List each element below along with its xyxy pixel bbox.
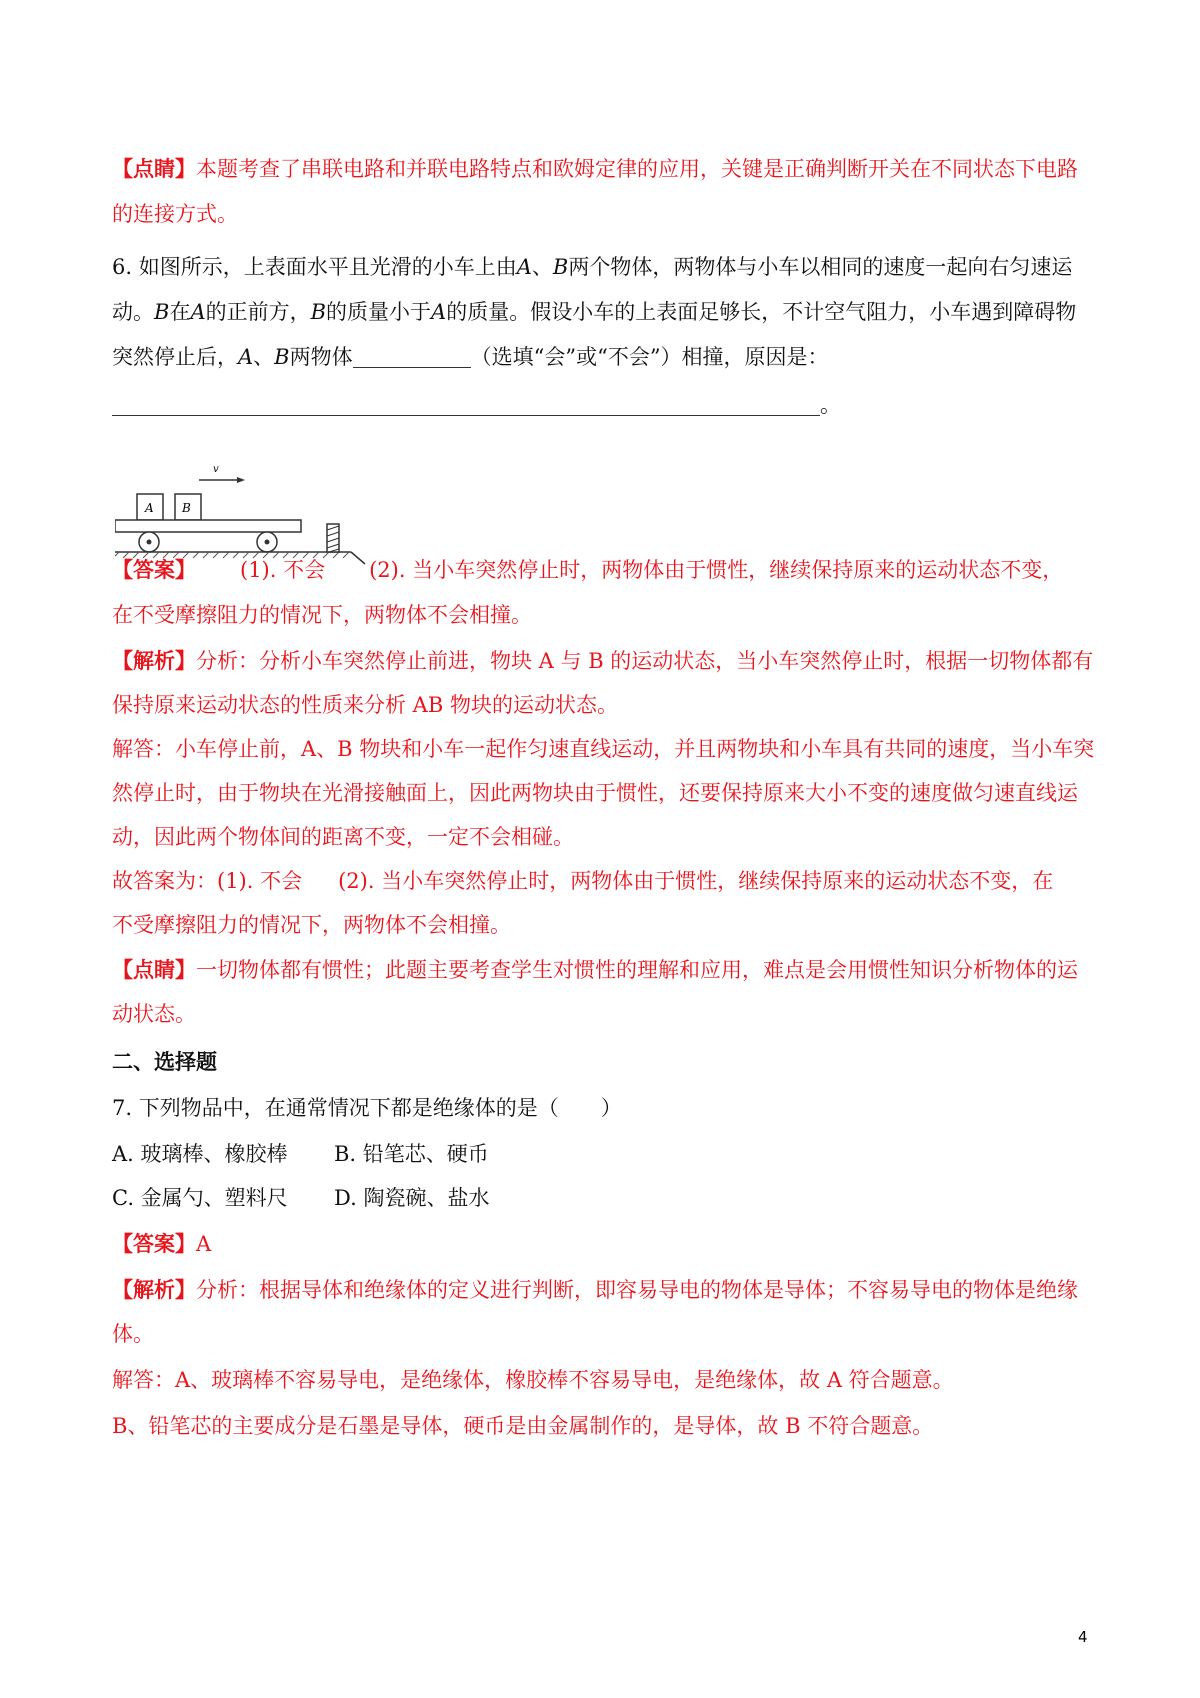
cart-body — [115, 520, 301, 532]
answer-part-1: (1). 不会 — [240, 558, 326, 582]
analysis-6-line-1 — [112, 646, 1093, 676]
analysis-tag: 【解析】 — [112, 648, 196, 673]
analysis-text: B、铅笔芯的主要成分是石墨是导体，硬币是由金属制作的，是导体，故 B 不符合题意。 — [112, 1414, 934, 1438]
var-b: B — [274, 345, 290, 369]
analysis-text: 保持原来运动状态的性质来分析 AB 物块的运动状态。 — [112, 693, 618, 717]
question-text: 、 — [253, 345, 275, 369]
tips-6-line-2 — [112, 999, 196, 1029]
question-text: 、 — [531, 255, 553, 279]
analysis-6-line-6 — [112, 866, 1053, 896]
arrow-head-icon — [237, 477, 245, 483]
tips-6-line-1 — [112, 955, 1078, 985]
block-b-label: B — [182, 501, 191, 515]
reason-blank[interactable] — [112, 393, 820, 416]
question-7-options-row-1 — [112, 1139, 489, 1169]
question-6-line-3 — [112, 342, 829, 372]
var-b: B — [310, 300, 327, 324]
analysis-7-line-2 — [112, 1319, 154, 1349]
page-number: 4 — [1078, 1628, 1088, 1646]
tips-text: 动状态。 — [112, 1002, 196, 1026]
block-a-label: A — [145, 501, 154, 515]
tips-text: 的连接方式。 — [112, 202, 238, 226]
var-a: A — [516, 255, 532, 279]
analysis-text: 解答：小车停止前，A、B 物块和小车一起作匀速直线运动，并且两物块和小车具有共同的速度，当小车突 — [112, 737, 1095, 761]
question-6-line-2 — [112, 297, 1076, 327]
answer-7 — [112, 1229, 211, 1259]
tips-paragraph — [112, 154, 1078, 184]
analysis-tag: 【解析】 — [112, 1277, 196, 1302]
analysis-text: 故答案为：(1). 不会 — [112, 869, 303, 893]
tips-text: 一切物体都有惯性；此题主要考查学生对惯性的理解和应用，难点是会用惯性知识分析物体的运 — [196, 958, 1078, 982]
question-text: 在 — [169, 300, 191, 324]
answer-tag: 【答案】 — [112, 1231, 196, 1256]
answer-text: 在不受摩擦阻力的情况下，两物体不会相撞。 — [112, 603, 532, 627]
question-7-options-row-2 — [112, 1183, 489, 1213]
question-text: 两物体 — [289, 345, 353, 369]
question-text: 两个物体，两物体与小车以相同的速度一起向右匀速运 — [568, 255, 1073, 279]
wheel-hub-icon — [147, 540, 152, 545]
analysis-text: 分析：分析小车突然停止前进，物块 A 与 B 的运动状态，当小车突然停止时，根据一切物体都有 — [196, 649, 1094, 673]
analysis-text: 不受摩擦阻力的情况下，两物体不会相撞。 — [112, 913, 511, 937]
answer-value: A — [196, 1232, 212, 1256]
wheel-hub-icon — [265, 540, 270, 545]
question-text: 突然停止后， — [112, 345, 238, 369]
option-d[interactable]: D. 陶瓷碗、盐水 — [334, 1186, 490, 1210]
question-text: 6. 如图所示，上表面水平且光滑的小车上由 — [112, 255, 517, 279]
tips-tag: 【点睛】 — [112, 957, 196, 982]
question-text: 。 — [820, 393, 841, 417]
answer-blank[interactable] — [353, 345, 471, 368]
analysis-7-line-4 — [112, 1411, 933, 1441]
question-7-stem — [112, 1093, 622, 1123]
tips-text: 本题考查了串联电路和并联电路特点和欧姆定律的应用，关键是正确判断开关在不同状态下电路 — [196, 157, 1078, 181]
section-title: 二、选择题 — [112, 1049, 217, 1074]
question-text: （选填“会”或“不会”）相撞，原因是： — [470, 345, 829, 369]
var-b: B — [154, 300, 170, 324]
tips-tag: 【点睛】 — [112, 156, 196, 181]
analysis-text: 然停止时，由于物块在光滑接触面上，因此两物块由于惯性，还要保持原来大小不变的速度做匀速直线运 — [112, 781, 1078, 805]
analysis-text: (2). 当小车突然停止时，两物体由于惯性，继续保持原来的运动状态不变，在 — [338, 869, 1054, 893]
analysis-7-line-3 — [112, 1365, 954, 1395]
option-c[interactable]: C. 金属勺、塑料尺 — [112, 1186, 288, 1210]
answer-tag: 【答案】 — [112, 557, 196, 582]
question-text: 动。 — [112, 300, 154, 324]
analysis-6-line-2 — [112, 690, 618, 720]
option-b[interactable]: B. 铅笔芯、硬币 — [334, 1142, 489, 1166]
analysis-text: 体。 — [112, 1322, 154, 1346]
question-text: 的正前方， — [205, 300, 311, 324]
var-a: A — [431, 300, 447, 324]
analysis-6-line-5 — [112, 822, 574, 852]
var-a: A — [238, 345, 254, 369]
analysis-text: 分析：根据导体和绝缘体的定义进行判断，即容易导电的物体是导体；不容易导电的物体是绝缘 — [196, 1278, 1078, 1302]
question-text: 的质量小于 — [326, 300, 432, 324]
analysis-6-line-4 — [112, 778, 1078, 808]
answer-part-2: (2). 当小车突然停止时，两物体由于惯性，继续保持原来的运动状态不变， — [369, 558, 1064, 582]
answer-6 — [112, 555, 1063, 585]
question-text: 7. 下列物品中，在通常情况下都是绝缘体的是（ ） — [112, 1096, 622, 1120]
analysis-text: 动，因此两个物体间的距离不变，一定不会相碰。 — [112, 825, 574, 849]
analysis-6-line-7 — [112, 910, 511, 940]
answer-6-cont — [112, 600, 532, 630]
question-6-line-4 — [112, 390, 841, 420]
section-heading — [112, 1047, 217, 1077]
analysis-text: 解答：A、玻璃棒不容易导电，是绝缘体，橡胶棒不容易导电，是绝缘体，故 A 符合题意。 — [112, 1368, 954, 1392]
question-6-line-1 — [112, 252, 1072, 282]
analysis-7-line-1 — [112, 1275, 1078, 1305]
velocity-label: v — [213, 464, 219, 475]
tips-paragraph-cont — [112, 199, 238, 229]
cart-diagram — [115, 460, 415, 570]
question-text: 的质量。假设小车的上表面足够长，不计空气阻力，小车遇到障碍物 — [446, 300, 1077, 324]
analysis-6-line-3 — [112, 734, 1094, 764]
var-b: B — [552, 255, 569, 279]
option-a[interactable]: A. 玻璃棒、橡胶棒 — [112, 1142, 288, 1166]
var-a: A — [190, 300, 206, 324]
